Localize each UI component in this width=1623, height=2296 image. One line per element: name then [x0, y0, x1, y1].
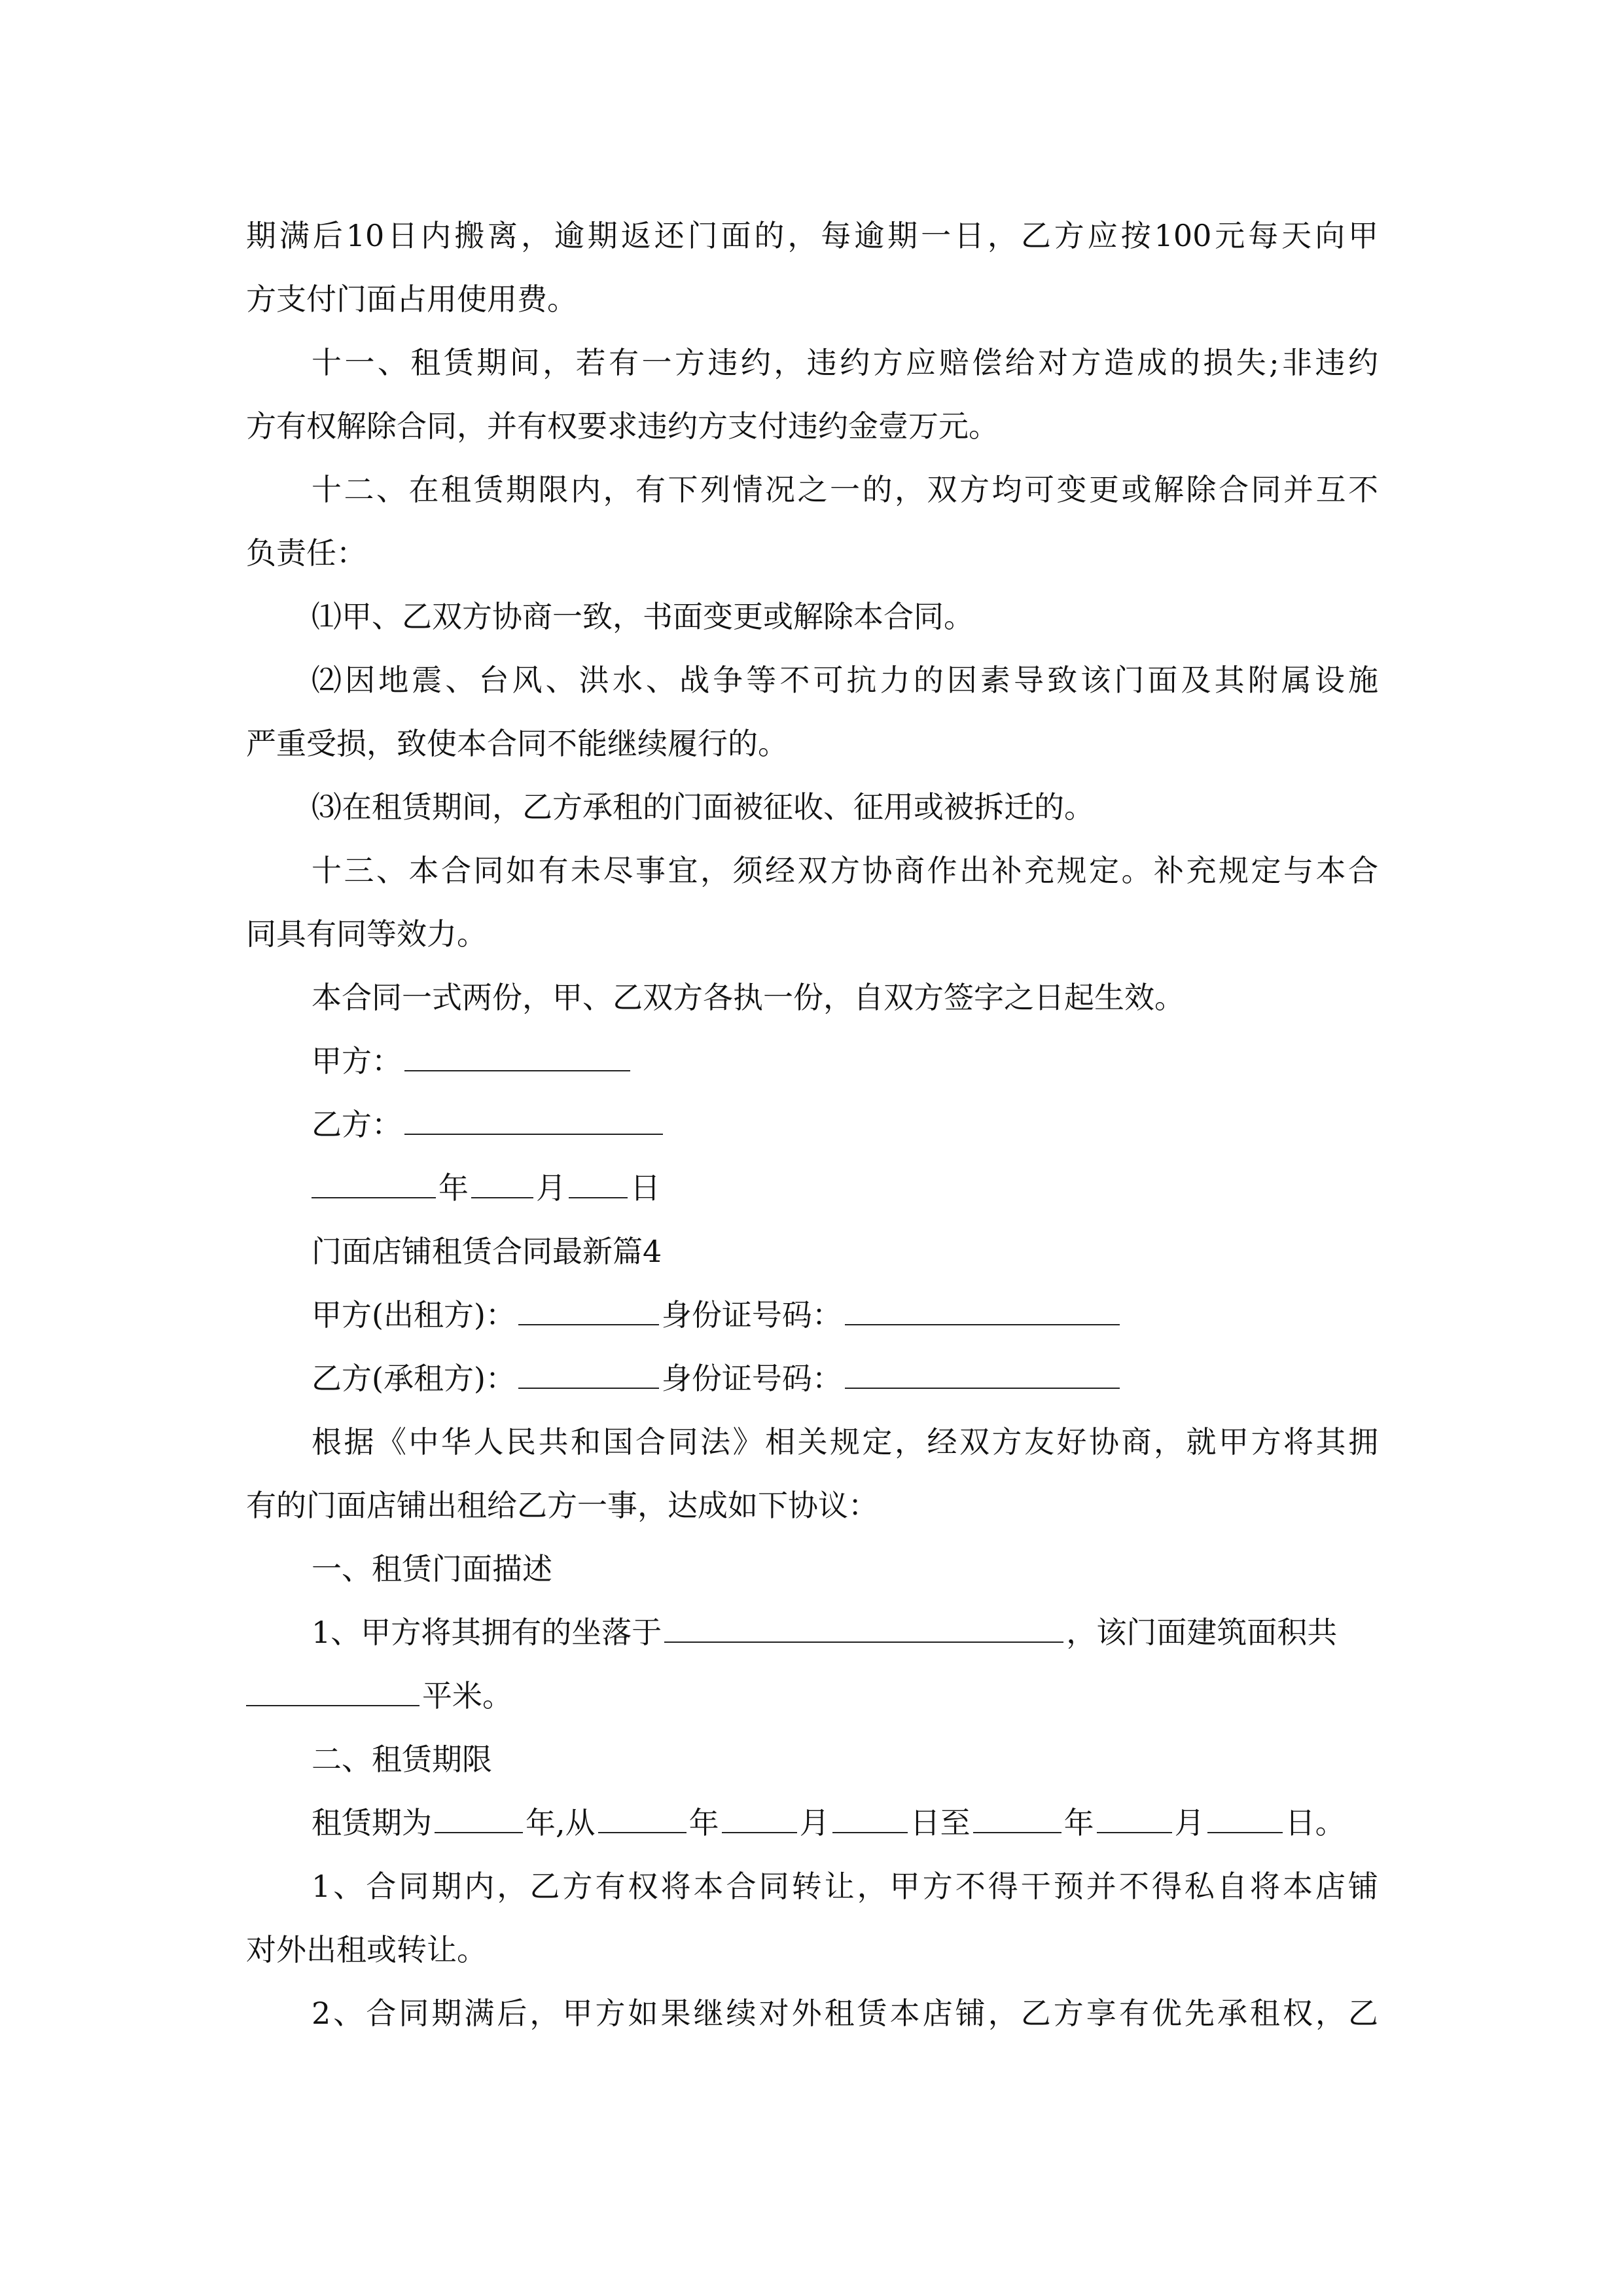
- year-blank[interactable]: [312, 1168, 436, 1198]
- paragraph-line: 2、合同期满后，甲方如果继续对外租赁本店铺，乙方享有优先承租权，乙: [312, 1996, 1378, 2031]
- paragraph-line: ⑴甲、乙双方协商一致，书面变更或解除本合同。: [312, 599, 974, 634]
- end-day-blank[interactable]: [1207, 1803, 1283, 1833]
- day-label: 日: [630, 1170, 660, 1206]
- day-blank[interactable]: [569, 1168, 628, 1198]
- area-unit: 平米。: [422, 1678, 512, 1713]
- start-day-label: 日至: [910, 1805, 971, 1840]
- lessor-name-blank[interactable]: [518, 1295, 659, 1325]
- end-year-blank[interactable]: [973, 1803, 1061, 1833]
- start-day-blank[interactable]: [832, 1803, 908, 1833]
- paragraph-line: 负责任：: [246, 535, 366, 571]
- paragraph-line: 根据《中华人民共和国合同法》相关规定，经双方友好协商，就甲方将其拥: [312, 1424, 1378, 1460]
- section-heading: 一、租赁门面描述: [312, 1551, 552, 1587]
- paragraph-line: 方支付门面占用使用费。: [246, 281, 577, 317]
- location-text: 1、甲方将其拥有的坐落于: [312, 1615, 662, 1650]
- term-line: [312, 1803, 1346, 1842]
- area-text: ，该门面建筑面积共: [1066, 1615, 1338, 1650]
- term-prefix: 租赁期为: [312, 1805, 432, 1840]
- party-a-signature-line: [312, 1041, 633, 1081]
- section-heading: 二、租赁期限: [312, 1742, 492, 1777]
- location-line: [312, 1613, 1337, 1652]
- end-year-label: 年: [1063, 1805, 1094, 1840]
- paragraph-line: 方有权解除合同，并有权要求违约方支付违约金壹万元。: [246, 408, 999, 444]
- lessee-id-label: 身份证号码：: [661, 1361, 842, 1396]
- end-month-label: 月: [1174, 1805, 1205, 1840]
- term-years-label: 年,从: [526, 1805, 596, 1840]
- term-years-blank[interactable]: [435, 1803, 523, 1833]
- year-label: 年: [438, 1170, 469, 1206]
- lessee-id-blank[interactable]: [845, 1359, 1120, 1389]
- lessor-id-blank[interactable]: [845, 1295, 1120, 1325]
- month-blank[interactable]: [471, 1168, 533, 1198]
- lessee-name-blank[interactable]: [518, 1359, 659, 1389]
- end-day-label: 日。: [1285, 1805, 1346, 1840]
- paragraph-line: 十三、本合同如有未尽事宜，须经双方协商作出补充规定。补充规定与本合: [312, 853, 1378, 888]
- party-b-signature-line: [312, 1105, 666, 1144]
- lessor-line: [312, 1295, 1122, 1335]
- start-year-blank[interactable]: [598, 1803, 687, 1833]
- lessee-label: 乙方(承租方)：: [312, 1361, 516, 1396]
- paragraph-line: 有的门面店铺出租给乙方一事，达成如下协议：: [246, 1488, 878, 1523]
- paragraph-line: ⑵因地震、台风、洪水、战争等不可抗力的因素导致该门面及其附属设施: [312, 662, 1378, 698]
- paragraph-line: 期满后10日内搬离，逾期返还门面的，每逾期一日，乙方应按100元每天向甲: [246, 218, 1378, 253]
- paragraph-line: 本合同一式两份，甲、乙双方各执一份，自双方签字之日起生效。: [312, 980, 1185, 1015]
- start-month-blank[interactable]: [722, 1803, 797, 1833]
- paragraph-line: 对外出租或转让。: [246, 1932, 487, 1967]
- paragraph-line: ⑶在租赁期间，乙方承租的门面被征收、征用或被拆迁的。: [312, 789, 1094, 825]
- month-label: 月: [536, 1170, 566, 1206]
- end-month-blank[interactable]: [1097, 1803, 1172, 1833]
- paragraph-line: 同具有同等效力。: [246, 916, 487, 952]
- party-a-label: 甲方：: [312, 1043, 402, 1079]
- signature-date-line: [312, 1168, 660, 1208]
- lessor-label: 甲方(出租方)：: [312, 1297, 516, 1333]
- start-month-label: 月: [799, 1805, 830, 1840]
- start-year-label: 年: [688, 1805, 719, 1840]
- lessee-line: [312, 1359, 1122, 1398]
- party-b-label: 乙方：: [312, 1107, 402, 1142]
- area-line: [246, 1676, 512, 1715]
- paragraph-line: 十一、租赁期间，若有一方违约，违约方应赔偿给对方造成的损失;非违约: [312, 345, 1378, 380]
- section-title: 门面店铺租赁合同最新篇4: [312, 1234, 662, 1269]
- party-b-blank[interactable]: [404, 1105, 663, 1135]
- party-a-blank[interactable]: [404, 1041, 630, 1071]
- paragraph-line: 十二、在租赁期限内，有下列情况之一的，双方均可变更或解除合同并互不: [312, 472, 1378, 507]
- area-blank[interactable]: [246, 1676, 419, 1706]
- location-blank[interactable]: [664, 1613, 1063, 1643]
- paragraph-line: 严重受损，致使本合同不能继续履行的。: [246, 726, 788, 761]
- lessor-id-label: 身份证号码：: [661, 1297, 842, 1333]
- paragraph-line: 1、合同期内，乙方有权将本合同转让，甲方不得干预并不得私自将本店铺: [312, 1869, 1378, 1904]
